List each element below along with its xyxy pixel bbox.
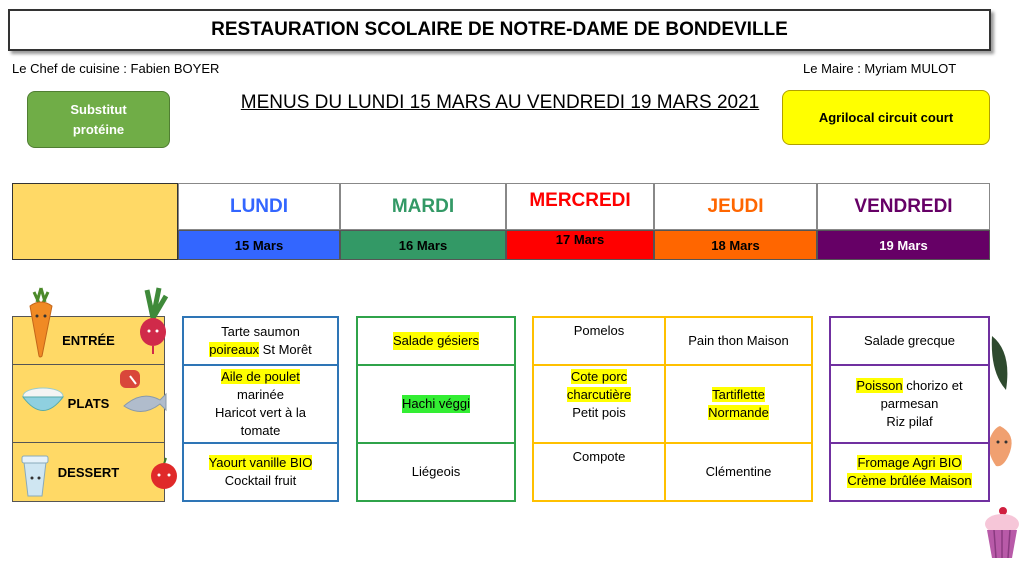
day-mardi: MARDI bbox=[340, 183, 506, 230]
dish-text: tomate bbox=[240, 423, 281, 438]
legend-substitute-line1: Substitut bbox=[70, 101, 127, 117]
dish-text-local: poireaux bbox=[209, 342, 260, 357]
menu-mercredi-dessert bbox=[534, 444, 664, 500]
date-mardi: 16 Mars bbox=[340, 230, 506, 260]
carrot-icon bbox=[24, 286, 58, 358]
menu-jeudi-dessert bbox=[666, 444, 811, 500]
page-title: RESTAURATION SCOLAIRE DE NOTRE-DAME DE BONDEVILLE bbox=[8, 9, 991, 51]
dish-text: marinée bbox=[237, 387, 284, 402]
legend-substitute bbox=[27, 91, 170, 148]
dish-text: Compote bbox=[572, 449, 626, 464]
day-vendredi: VENDREDI bbox=[817, 183, 990, 230]
rice-bowl-icon bbox=[20, 382, 66, 418]
date-jeudi: 18 Mars bbox=[654, 230, 817, 260]
dish-text-local: Fromage Agri BIO bbox=[857, 455, 962, 470]
dish-text-local: Tartiflette bbox=[712, 387, 765, 402]
dish-text-local: Cote porc bbox=[570, 369, 628, 384]
row-label-entree: ENTRÉE bbox=[62, 333, 115, 348]
dish-text: Haricot vert à la bbox=[214, 405, 307, 420]
day-lundi: LUNDI bbox=[178, 183, 340, 230]
menu-mercredi-plat bbox=[534, 366, 664, 442]
menu-lundi-entree bbox=[184, 318, 337, 364]
day-jeudi: JEUDI bbox=[654, 183, 817, 230]
legend-local: Agrilocal circuit court bbox=[782, 90, 990, 145]
menu-mardi-entree bbox=[358, 318, 514, 364]
menu-lundi-dessert bbox=[184, 444, 337, 500]
leaf-icon bbox=[988, 332, 1012, 392]
menu-mercredi-entree bbox=[534, 318, 664, 364]
menu-jeudi-plat bbox=[666, 366, 811, 442]
day-mercredi: MERCREDI bbox=[506, 183, 654, 230]
date-mercredi: 17 Mars bbox=[506, 230, 654, 260]
dish-text-local: charcutière bbox=[566, 387, 632, 402]
dish-text-local: Normande bbox=[708, 405, 769, 420]
legend-substitute-line2: protéine bbox=[72, 121, 125, 137]
menu-vendredi-dessert bbox=[831, 444, 988, 500]
dish-text: Riz pilaf bbox=[886, 414, 933, 429]
row-label-dessert: DESSERT bbox=[57, 465, 120, 480]
mayor-credit: Le Maire : Myriam MULOT bbox=[803, 61, 957, 76]
yogurt-icon bbox=[18, 452, 52, 498]
dish-text: Pain thon Maison bbox=[688, 333, 789, 348]
dish-text-local: Crème brûlée Maison bbox=[847, 473, 972, 488]
dish-text-local: Poisson bbox=[856, 378, 903, 393]
header-corner-cell bbox=[12, 183, 178, 260]
dish-text: Salade grecque bbox=[863, 333, 956, 348]
cupcake-icon bbox=[982, 506, 1022, 560]
dish-text: Petit pois bbox=[572, 405, 626, 420]
menu-vendredi-plat bbox=[831, 366, 988, 442]
date-lundi: 15 Mars bbox=[178, 230, 340, 260]
dish-text-local: Aile de poulet bbox=[221, 369, 300, 384]
meat-fish-icon bbox=[116, 366, 168, 420]
dish-text-vegetarian: Hachi véggi bbox=[402, 396, 470, 411]
dish-text-local: Salade gésiers bbox=[393, 333, 479, 348]
menu-jeudi-entree bbox=[666, 318, 811, 364]
radish-icon bbox=[133, 286, 173, 356]
dish-text: Liégeois bbox=[411, 464, 461, 479]
chef-credit: Le Chef de cuisine : Fabien BOYER bbox=[12, 61, 220, 76]
dish-text: Pomelos bbox=[573, 323, 625, 338]
dish-text: Tarte saumon bbox=[221, 324, 300, 339]
menu-lundi-plat bbox=[184, 366, 337, 442]
menu-vendredi-entree bbox=[831, 318, 988, 364]
menu-subtitle: MENUS DU LUNDI 15 MARS AU VENDREDI 19 MARS 2021 bbox=[240, 92, 760, 113]
date-vendredi: 19 Mars bbox=[817, 230, 990, 260]
dish-text-local: Yaourt vanille BIO bbox=[208, 455, 313, 470]
menu-mardi-plat bbox=[358, 366, 514, 442]
dish-text: chorizo et bbox=[902, 378, 963, 393]
dish-text: St Morêt bbox=[259, 342, 312, 357]
apple-icon bbox=[148, 456, 180, 490]
dish-text: Cocktail fruit bbox=[224, 473, 297, 488]
dish-text: Clémentine bbox=[705, 464, 772, 479]
row-label-plats: PLATS bbox=[67, 396, 110, 411]
menu-mardi-dessert bbox=[358, 444, 514, 500]
dish-text: parmesan bbox=[880, 396, 939, 411]
peach-icon bbox=[986, 422, 1016, 470]
